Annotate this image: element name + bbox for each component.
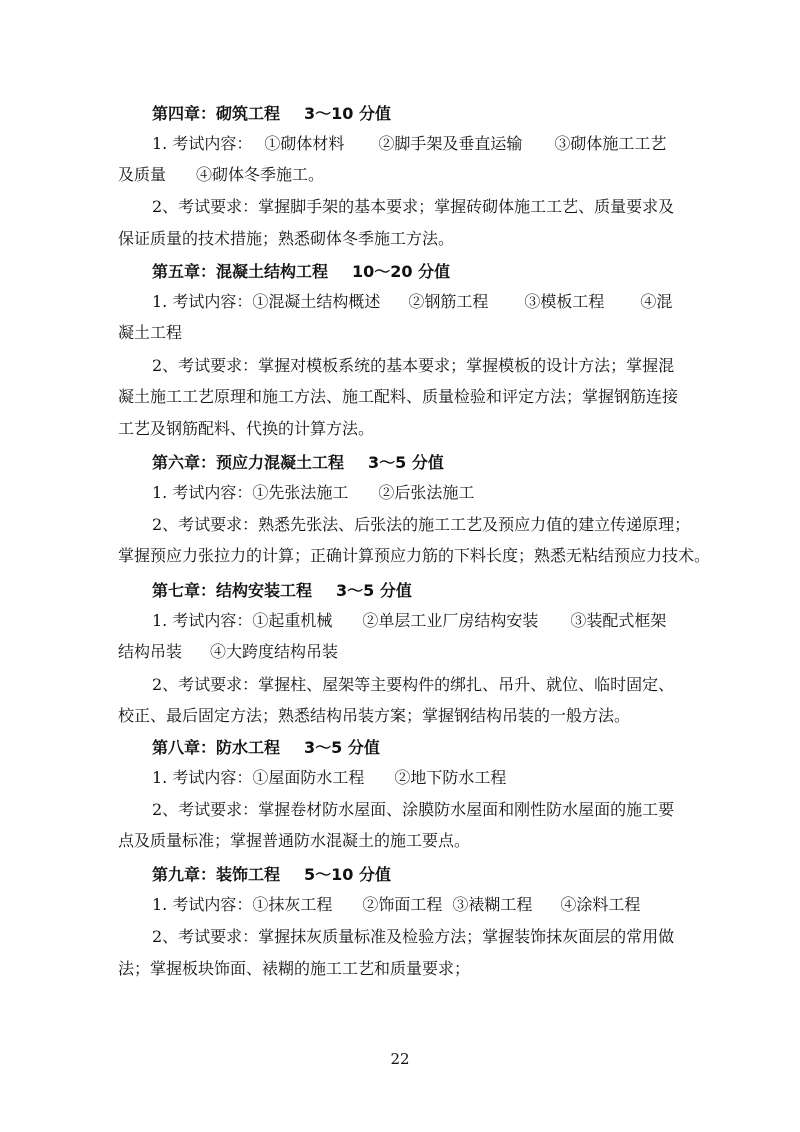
- chapter-6-content: [118, 482, 724, 504]
- chapter-score: 3～5 分值: [304, 738, 380, 757]
- chapter-7-requirement: 2、考试要求：掌握柱、屋架等主要构件的绑扎、吊升、就位、临时固定、: [152, 675, 675, 694]
- content-item: ④涂料工程: [560, 895, 641, 914]
- chapter-5-content-cont: 凝土工程: [118, 323, 183, 342]
- chapter-7-content: [118, 610, 724, 632]
- chapter-title: 第五章：混凝土结构工程: [152, 262, 329, 281]
- content-item: ②饰面工程: [362, 895, 443, 914]
- content-item: ①起重机械: [252, 611, 333, 630]
- content-item: ③裱糊工程: [452, 895, 533, 914]
- chapter-5-requirement-cont: 凝土施工工艺原理和施工方法、施工配料、质量检验和评定方法；掌握钢筋连接: [118, 387, 679, 406]
- chapter-score: 3～10 分值: [304, 104, 391, 123]
- chapter-8-requirement-cont: 点及质量标准；掌握普通防水混凝土的施工要点。: [118, 831, 471, 850]
- chapter-8-content: [118, 767, 724, 789]
- chapter-4-requirement-cont: 保证质量的技术措施；熟悉砌体冬季施工方法。: [118, 229, 455, 248]
- chapter-title: 第七章：结构安装工程: [152, 581, 313, 600]
- content-label: 1. 考试内容：: [152, 895, 253, 914]
- chapter-score: 5～10 分值: [304, 865, 391, 884]
- chapter-9-content: [118, 894, 724, 916]
- chapter-5-content: [118, 291, 724, 313]
- content-item: ②脚手架及垂直运输: [378, 134, 523, 153]
- page-number: 22: [390, 1050, 410, 1068]
- chapter-7-content-cont: [118, 641, 690, 663]
- chapter-4-content: [118, 133, 724, 155]
- chapter-5-heading: [118, 261, 724, 283]
- content-label: 1. 考试内容：: [152, 768, 253, 787]
- content-item: ①屋面防水工程: [252, 768, 365, 787]
- chapter-9-heading: [118, 864, 724, 886]
- chapter-8-requirement: 2、考试要求：掌握卷材防水屋面、涂膜防水屋面和刚性防水屋面的施工要: [152, 800, 675, 819]
- chapter-4-content-cont: [118, 164, 690, 186]
- chapter-6-requirement-cont: 掌握预应力张拉力的计算；正确计算预应力筋的下料长度；熟悉无粘结预应力技术。: [118, 546, 711, 565]
- content-item: ①砌体材料: [264, 134, 345, 153]
- chapter-4-requirement: 2、考试要求：掌握脚手架的基本要求；掌握砖砌体施工工艺、质量要求及: [152, 197, 675, 216]
- content-item: ①抹灰工程: [252, 895, 333, 914]
- content-label: 1. 考试内容：: [152, 134, 253, 153]
- content-label: 1. 考试内容：: [152, 292, 253, 311]
- content-item: ②钢筋工程: [408, 292, 489, 311]
- content-item: ③装配式框架: [570, 611, 667, 630]
- content-item: ②单层工业厂房结构安装: [362, 611, 539, 630]
- chapter-8-heading: [118, 737, 724, 759]
- chapter-title: 第六章：预应力混凝土工程: [152, 453, 345, 472]
- chapter-4-heading: [118, 103, 724, 125]
- chapter-score: 10～20 分值: [352, 262, 451, 281]
- content-item: ③砌体施工工艺: [554, 134, 667, 153]
- chapter-6-requirement: 2、考试要求：熟悉先张法、后张法的施工工艺及预应力值的建立传递原理；: [152, 515, 691, 534]
- content-item: 结构吊装: [118, 642, 183, 661]
- chapter-6-heading: [118, 452, 724, 474]
- chapter-score: 3～5 分值: [336, 581, 412, 600]
- content-label: 1. 考试内容：: [152, 483, 253, 502]
- chapter-9-requirement-cont: 法；掌握板块饰面、裱糊的施工工艺和质量要求；: [118, 959, 471, 978]
- chapter-5-requirement: 2、考试要求：掌握对模板系统的基本要求；掌握模板的设计方法；掌握混: [152, 356, 675, 375]
- content-item: ②地下防水工程: [394, 768, 507, 787]
- content-label: 1. 考试内容：: [152, 611, 253, 630]
- chapter-7-heading: [118, 580, 724, 602]
- chapter-title: 第四章：砌筑工程: [152, 104, 281, 123]
- chapter-9-requirement: 2、考试要求：掌握抹灰质量标准及检验方法；掌握装饰抹灰面层的常用做: [152, 927, 675, 946]
- content-item: ③模板工程: [524, 292, 605, 311]
- content-item: ①先张法施工: [252, 483, 349, 502]
- chapter-score: 3～5 分值: [368, 453, 444, 472]
- chapter-7-requirement-cont: 校正、最后固定方法；熟悉结构吊装方案；掌握钢结构吊装的一般方法。: [118, 706, 631, 725]
- content-item: ①混凝土结构概述: [252, 292, 381, 311]
- content-item: ④大跨度结构吊装: [210, 642, 339, 661]
- content-item: ④混: [640, 292, 673, 311]
- content-item: 及质量: [118, 165, 167, 184]
- chapter-title: 第八章：防水工程: [152, 738, 281, 757]
- content-item: ④砌体冬季施工。: [196, 165, 325, 184]
- chapter-title: 第九章：装饰工程: [152, 865, 281, 884]
- chapter-5-requirement-cont: 工艺及钢筋配料、代换的计算方法。: [118, 419, 375, 438]
- content-item: ②后张法施工: [378, 483, 475, 502]
